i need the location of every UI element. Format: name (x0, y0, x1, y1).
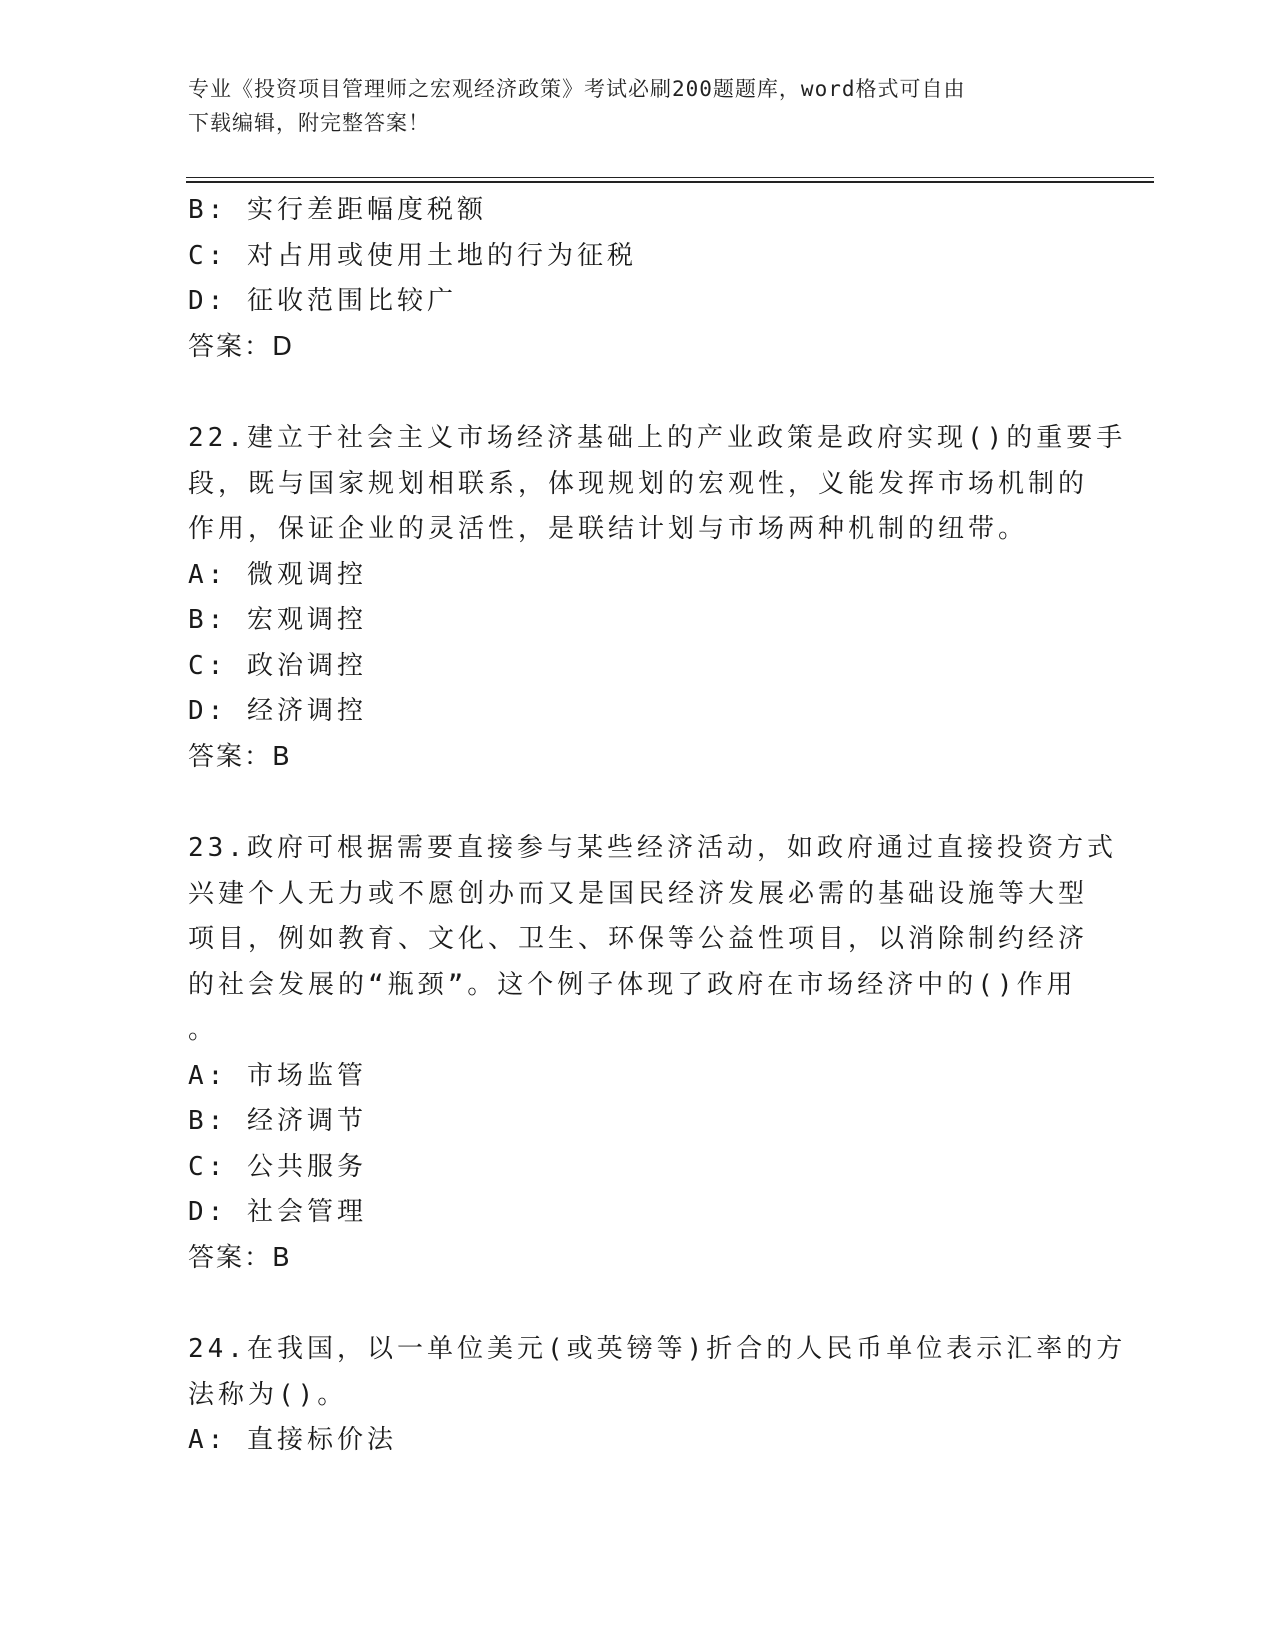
question-text-line: 22.建立于社会主义市场经济基础上的产业政策是政府实现()的重要手 (188, 423, 1127, 453)
question-text (188, 1327, 1127, 1418)
option-b: B: 宏观调控 (188, 605, 367, 635)
option-c: C: 公共服务 (188, 1151, 367, 1182)
question-text-line: 法称为()。 (188, 1379, 348, 1410)
answer-line: 答案：B (188, 1242, 292, 1273)
option-b: B: 经济调节 (188, 1106, 367, 1136)
option-a: A: 直接标价法 (188, 1425, 397, 1455)
question-text (188, 416, 1127, 553)
header-line-2: 下载编辑，附完整答案！ (188, 111, 430, 135)
answer-line: 答案：D (188, 331, 295, 362)
question-text-line: 项目，例如教育、文化、卫生、环保等公益性项目，以消除制约经济 (188, 924, 1089, 954)
question-text-line: 23.政府可根据需要直接参与某些经济活动，如政府通过直接投资方式 (188, 833, 1117, 863)
question-text-line: 段，既与国家规划相联系，体现规划的宏观性，义能发挥市场机制的 (188, 468, 1089, 499)
question-24 (188, 1327, 1127, 1464)
document-header (188, 72, 1068, 140)
spacer (188, 1281, 1088, 1327)
question-text-line: 作用，保证企业的灵活性，是联结计划与市场两种机制的纽带。 (188, 514, 1029, 544)
option-a: A: 市场监管 (188, 1060, 367, 1091)
question-text-line: 24.在我国，以一单位美元(或英镑等)折合的人民币单位表示汇率的方 (188, 1334, 1127, 1364)
question-21-continued (188, 188, 1088, 370)
question-text-line: 的社会发展的“瓶颈”。这个例子体现了政府在市场经济中的()作用 (188, 969, 1077, 1000)
header-line-1: 专业《投资项目管理师之宏观经济政策》考试必刷200题题库，word格式可自由 (188, 77, 966, 101)
option-c: C: 对占用或使用土地的行为征税 (188, 240, 637, 271)
option-d: D: 社会管理 (188, 1197, 367, 1227)
header-rule-thin (186, 177, 1154, 178)
option-d: D: 征收范围比较广 (188, 286, 457, 316)
answer-line: 答案：B (188, 741, 292, 772)
option-a: A: 微观调控 (188, 559, 367, 590)
question-list (188, 188, 1127, 1464)
question-text (188, 826, 1117, 1054)
question-22 (188, 416, 1127, 780)
question-text-line: 兴建个人无力或不愿创办而又是国民经济发展必需的基础设施等大型 (188, 878, 1089, 909)
spacer (188, 780, 1088, 826)
question-23 (188, 826, 1117, 1281)
option-b: B: 实行差距幅度税额 (188, 195, 487, 225)
spacer (188, 370, 1088, 416)
question-text-line: 。 (188, 1015, 219, 1045)
option-c: C: 政治调控 (188, 650, 367, 681)
option-d: D: 经济调控 (188, 696, 367, 726)
header-rule-thick (186, 181, 1154, 183)
